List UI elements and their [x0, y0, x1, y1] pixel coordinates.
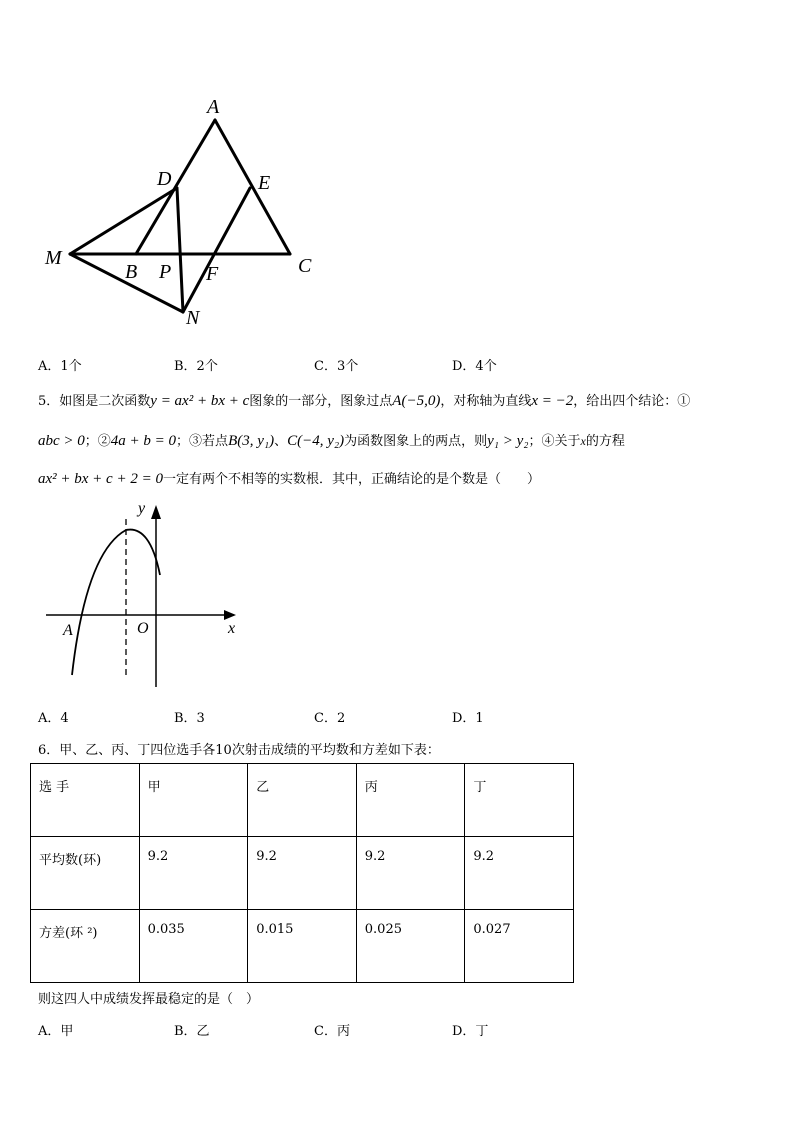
table-cell: 9.2 [356, 837, 465, 910]
q5-point-a: A(−5,0) [392, 393, 441, 409]
q4-option-b[interactable]: B．2个 [174, 359, 218, 374]
q4-option-c[interactable]: C．3个 [314, 359, 359, 374]
q6-option-d[interactable]: D．丁 [452, 1024, 489, 1039]
parabola-graph [38, 497, 248, 692]
label-B: B [125, 261, 138, 283]
table-cell: 0.027 [465, 910, 574, 983]
q5-point-c: C(−4, y₂) [287, 433, 345, 449]
q6-option-a[interactable]: A．甲 [38, 1024, 74, 1039]
q5-claim-3: y₁ > y₂ [487, 433, 529, 449]
table-cell: 丁 [465, 764, 574, 837]
label-A: A [63, 622, 73, 639]
segment-MD [70, 188, 177, 254]
shooting-results-table [30, 763, 574, 983]
table-row [31, 837, 574, 910]
table-cell: 9.2 [139, 837, 248, 910]
segment-AC-left [136, 120, 215, 254]
table-cell: 甲 [139, 764, 248, 837]
segment-DN [177, 188, 183, 312]
q5-end: ，给出四个结论：① [573, 394, 691, 409]
table-row [31, 910, 574, 983]
q5-option-c[interactable]: C．2 [314, 711, 346, 726]
q5-prefix: 5．如图是二次函数 [38, 394, 151, 409]
q5-line-3 [38, 468, 540, 488]
table-cell: 0.015 [248, 910, 357, 983]
q5-var-x: x [580, 434, 586, 448]
label-C: C [298, 255, 312, 277]
q5-claim-2: 4a + b = 0 [110, 433, 177, 449]
table-cell: 平均数(环) [31, 837, 140, 910]
q4-option-d[interactable]: D．4个 [452, 359, 497, 374]
q5-text-1: ；② [84, 434, 111, 449]
label-O: O [137, 620, 149, 637]
label-N: N [186, 307, 200, 329]
q5-text-6: 的方程 [585, 434, 625, 449]
q6-prompt: 6．甲、乙、丙、丁四位选手各10次射击成绩的平均数和方差如下表： [38, 743, 440, 758]
q5-claim-1: abc > 0 [38, 433, 85, 449]
q5-line-1 [38, 390, 690, 410]
label-A: A [207, 96, 220, 118]
label-E: E [258, 172, 271, 194]
label-x: x [228, 620, 236, 637]
q5-mid: 图象的一部分，图象过点 [249, 394, 393, 409]
table-cell: 选 手 [31, 764, 140, 837]
label-y: y [138, 500, 146, 517]
q5-text-4: 为函数图象上的两点，则 [344, 434, 488, 449]
table-cell: 方差(环 ²) [31, 910, 140, 983]
x-axis-arrow [224, 610, 236, 620]
q5-function: y = ax² + bx + c [150, 393, 250, 409]
q5-question-text: 一定有两个不相等的实数根．其中，正确结论的是个数是（ ） [162, 472, 540, 487]
parabola-curve [72, 530, 160, 675]
q5-text-2: ；③若点 [176, 434, 229, 449]
q5-option-d[interactable]: D．1 [452, 711, 484, 726]
y-axis-arrow [151, 505, 161, 519]
table-cell: 乙 [248, 764, 357, 837]
q5-text-5: ；④关于 [528, 434, 581, 449]
q5-line-2 [38, 430, 625, 450]
label-P: P [159, 261, 172, 283]
table-cell: 9.2 [248, 837, 357, 910]
table-cell: 0.035 [139, 910, 248, 983]
q5-option-b[interactable]: B．3 [174, 711, 205, 726]
q5-option-a[interactable]: A．4 [38, 711, 69, 726]
segment-EN [183, 188, 250, 312]
q6-option-c[interactable]: C．丙 [314, 1024, 350, 1039]
q6-option-b[interactable]: B．乙 [174, 1024, 210, 1039]
q5-text-3: 、 [274, 434, 288, 449]
table-header-row [31, 764, 574, 837]
label-M: M [45, 247, 62, 269]
table-cell: 9.2 [465, 837, 574, 910]
table-cell: 0.025 [356, 910, 465, 983]
q5-point-b: B(3, y₁) [228, 433, 275, 449]
q4-option-a[interactable]: A．1个 [38, 359, 82, 374]
q5-equation: ax² + bx + c + 2 = 0 [38, 471, 163, 487]
table-cell: 丙 [356, 764, 465, 837]
geometry-figure [40, 92, 340, 332]
label-D: D [157, 168, 172, 190]
q5-mid2: ，对称轴为直线 [440, 394, 532, 409]
label-F: F [206, 263, 219, 285]
q5-axis: x = −2 [531, 393, 574, 409]
q6-question: 则这四人中成绩发挥最稳定的是（ ） [38, 992, 260, 1007]
